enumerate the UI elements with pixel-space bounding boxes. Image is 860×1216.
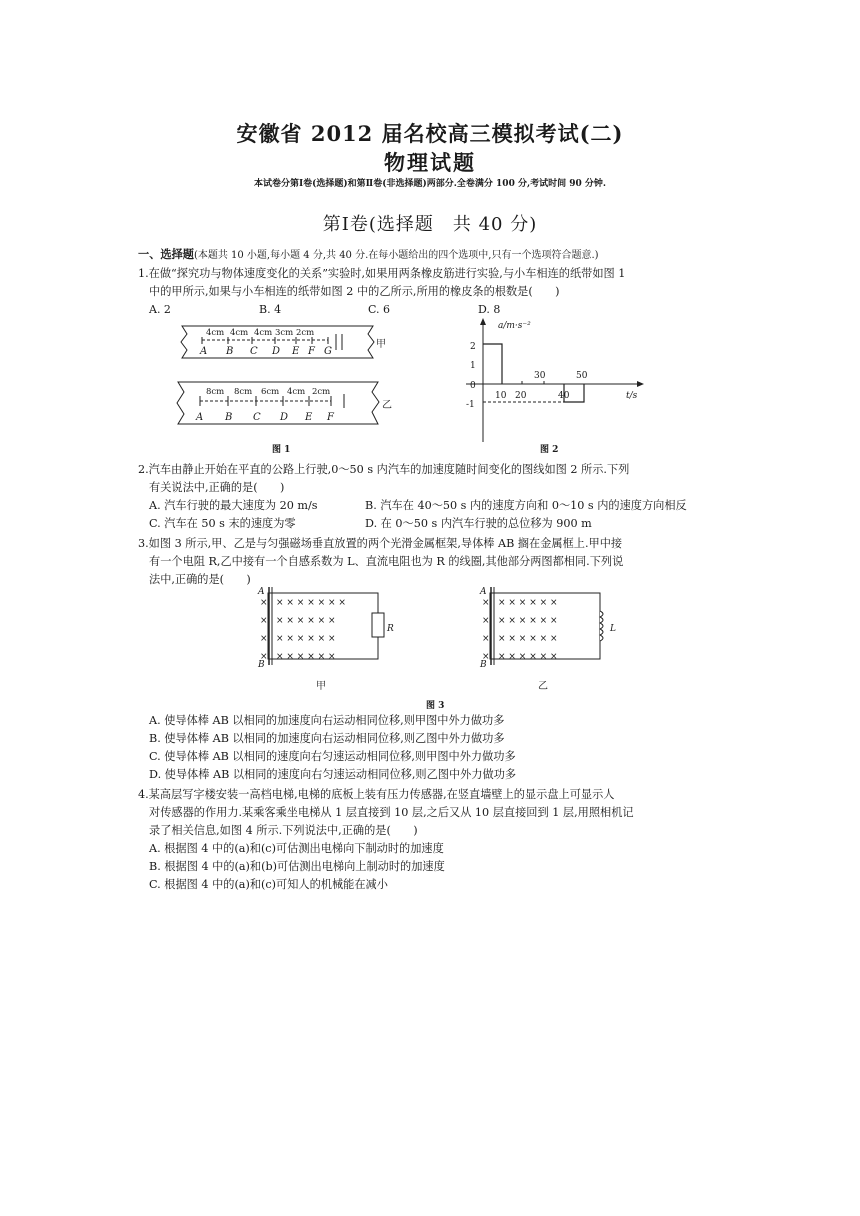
q3-option-c: C. 使导体棒 AB 以相同的速度向右匀速运动相同位移,则甲图中外力做功多 [149, 750, 516, 763]
figure-3-yi-label: 乙 [538, 681, 548, 692]
tape-jia-gap: 3cm [275, 328, 294, 338]
section-heading: 第Ⅰ卷(选择题 共 40 分) [322, 214, 538, 235]
magnetic-field-marks [260, 598, 346, 662]
tape-jia-label: 甲 [376, 339, 386, 350]
figure-2-graph [440, 312, 650, 457]
tape-yi-label: 乙 [382, 400, 392, 411]
rod-label-a: A [258, 587, 265, 597]
svg-text:× × × × × ×: × × × × × × [498, 598, 558, 608]
x-tick: 10 [495, 391, 507, 401]
q1-option-c: C. 6 [368, 303, 391, 316]
tape-yi-point: B [225, 412, 233, 423]
q1-line2: 中的甲所示,如果与小车相连的纸带如图 2 中的乙所示,所用的橡皮条的根数是( ) [149, 285, 560, 298]
tape-jia-point: F [308, 346, 315, 357]
svg-text:× × × × × ×: × × × × × × [498, 652, 558, 662]
q2-option-d: D. 在 0～50 s 内汽车行驶的总位移为 900 m [365, 517, 592, 530]
figure-1-tapes [168, 320, 398, 460]
tape-yi-gap: 6cm [261, 387, 280, 397]
y-tick: 2 [470, 342, 476, 352]
subject-title: 物理试题 [384, 150, 476, 175]
tape-jia [181, 326, 386, 358]
tape-yi-point: C [253, 412, 261, 423]
svg-text:× × × × × ×: × × × × × × [276, 616, 336, 626]
x-tick: 40 [558, 391, 570, 401]
tape-yi-point: A [196, 412, 204, 423]
q2-line2: 有关说法中,正确的是( ) [149, 481, 285, 494]
rod-label-a: A [480, 587, 487, 597]
tape-yi-point: E [305, 412, 313, 423]
q4-line3: 录了相关信息,如图 4 所示.下列说法中,正确的是( ) [149, 824, 418, 837]
svg-text:×: × [260, 634, 268, 644]
x-tick: 20 [515, 391, 527, 401]
tape-jia-point: G [324, 346, 332, 357]
resistor-label: R [387, 624, 394, 634]
svg-text:×: × [482, 634, 490, 644]
tape-jia-gap: 4cm [206, 328, 225, 338]
tape-jia-point: D [272, 346, 281, 357]
y-tick: -1 [466, 400, 475, 410]
q1-option-d: D. 8 [478, 303, 501, 316]
q3-line3: 法中,正确的是( ) [149, 573, 251, 586]
part-intro-label: 一、选择题 [138, 247, 194, 261]
q2-option-c: C. 汽车在 50 s 末的速度为零 [149, 517, 296, 530]
q2-option-a: A. 汽车行驶的最大速度为 20 m/s [149, 499, 318, 512]
figure-1-caption: 图 1 [272, 445, 291, 455]
svg-text:×: × [482, 616, 490, 626]
svg-text:× × × × × ×: × × × × × × [276, 652, 336, 662]
tape-jia-gap: 4cm [230, 328, 249, 338]
tape-jia-point: A [200, 346, 208, 357]
q1-option-b: B. 4 [259, 303, 282, 316]
q3-line1: 3.如图 3 所示,甲、乙是与匀强磁场垂直放置的两个光滑金属框架,导体棒 AB 搁在金属框上.甲中接 [138, 537, 623, 550]
tape-jia-point: C [250, 346, 258, 357]
tape-yi-point: F [327, 412, 334, 423]
exam-note: 本试卷分第Ⅰ卷(选择题)和第Ⅱ卷(非选择题)两部分.全卷满分 100 分,考试时间 90 分钟. [253, 179, 607, 189]
svg-text:× × × × × × ×: × × × × × × × [276, 598, 346, 608]
x-axis-label: t/s [626, 391, 638, 401]
y-axis-label: a/m·s⁻² [498, 321, 531, 331]
q3-option-d: D. 使导体棒 AB 以相同的速度向右匀速运动相同位移,则乙图中外力做功多 [149, 768, 517, 781]
q4-option-b: B. 根据图 4 中的(a)和(b)可估测出电梯向上制动时的加速度 [149, 860, 445, 873]
inductor-coil [600, 611, 603, 641]
part-intro [138, 246, 599, 265]
part-intro-text: (本题共 10 小题,每小题 4 分,共 40 分.在每小题给出的四个选项中,只有一个选项符合题意.) [193, 250, 599, 261]
tape-yi-gap: 8cm [234, 387, 253, 397]
inductor-label: L [610, 624, 616, 634]
svg-text:×: × [260, 652, 268, 662]
resistor-r [372, 613, 384, 637]
figure-3-jia-label: 甲 [316, 681, 326, 692]
figure-3-yi [472, 585, 632, 695]
svg-text:×: × [260, 598, 268, 608]
rod-label-b: B [258, 660, 265, 670]
tape-yi-gap: 2cm [312, 387, 331, 397]
x-tick: 30 [534, 371, 546, 381]
q4-line1: 4.某高层写字楼安装一高档电梯,电梯的底板上装有压力传感器,在竖直墙壁上的显示盘上可显示人 [138, 788, 615, 801]
svg-text:×: × [260, 616, 268, 626]
magnetic-field-marks [482, 598, 558, 662]
q3-option-b: B. 使导体棒 AB 以相同的加速度向右运动相同位移,则乙图中外力做功多 [149, 732, 505, 745]
q4-option-a: A. 根据图 4 中的(a)和(c)可估测出电梯向下制动时的加速度 [149, 842, 444, 855]
y-tick: 1 [470, 361, 476, 371]
svg-text:× × × × × ×: × × × × × × [498, 634, 558, 644]
tape-jia-gap: 2cm [296, 328, 315, 338]
rod-label-b: B [480, 660, 487, 670]
q1-option-a: A. 2 [149, 303, 171, 316]
svg-text:×: × [482, 598, 490, 608]
tape-yi-point: D [280, 412, 289, 423]
y-tick: 0 [470, 381, 476, 391]
tape-yi-gap: 4cm [287, 387, 306, 397]
q1-line1: 1.在做“探究功与物体速度变化的关系”实验时,如果用两条橡皮筋进行实验,与小车相连的纸带如图 1 [138, 267, 626, 280]
x-tick: 50 [576, 371, 588, 381]
exam-title: 安徽省 2012 届名校高三模拟考试(二) [236, 121, 624, 146]
q4-option-c: C. 根据图 4 中的(a)和(c)可知人的机械能在减小 [149, 878, 388, 891]
figure-3-jia [252, 585, 402, 695]
q2-line1: 2.汽车由静止开始在平直的公路上行驶,0～50 s 内汽车的加速度随时间变化的图线如图 2 所示.下列 [138, 463, 630, 476]
tape-jia-gap: 4cm [254, 328, 273, 338]
q3-line2: 有一个电阻 R,乙中接有一个自感系数为 L、直流电阻也为 R 的线圈,其他部分两图都相同.下列说 [149, 555, 624, 568]
svg-text:×: × [482, 652, 490, 662]
q3-option-a: A. 使导体棒 AB 以相同的加速度向右运动相同位移,则甲图中外力做功多 [149, 714, 505, 727]
figure-2-caption: 图 2 [540, 445, 559, 455]
accel-segment-1 [483, 344, 502, 384]
tape-jia-point: B [226, 346, 234, 357]
tape-jia-point: E [292, 346, 300, 357]
figure-3-caption: 图 3 [426, 701, 445, 711]
q2-option-b: B. 汽车在 40～50 s 内的速度方向和 0～10 s 内的速度方向相反 [365, 499, 687, 512]
tape-yi [177, 382, 392, 424]
svg-text:× × × × × ×: × × × × × × [276, 634, 336, 644]
tape-yi-gap: 8cm [206, 387, 225, 397]
q4-line2: 对传感器的作用力.某乘客乘坐电梯从 1 层直接到 10 层,之后又从 10 层直接回到 1 层,用照相机记 [149, 806, 634, 819]
svg-text:× × × × × ×: × × × × × × [498, 616, 558, 626]
